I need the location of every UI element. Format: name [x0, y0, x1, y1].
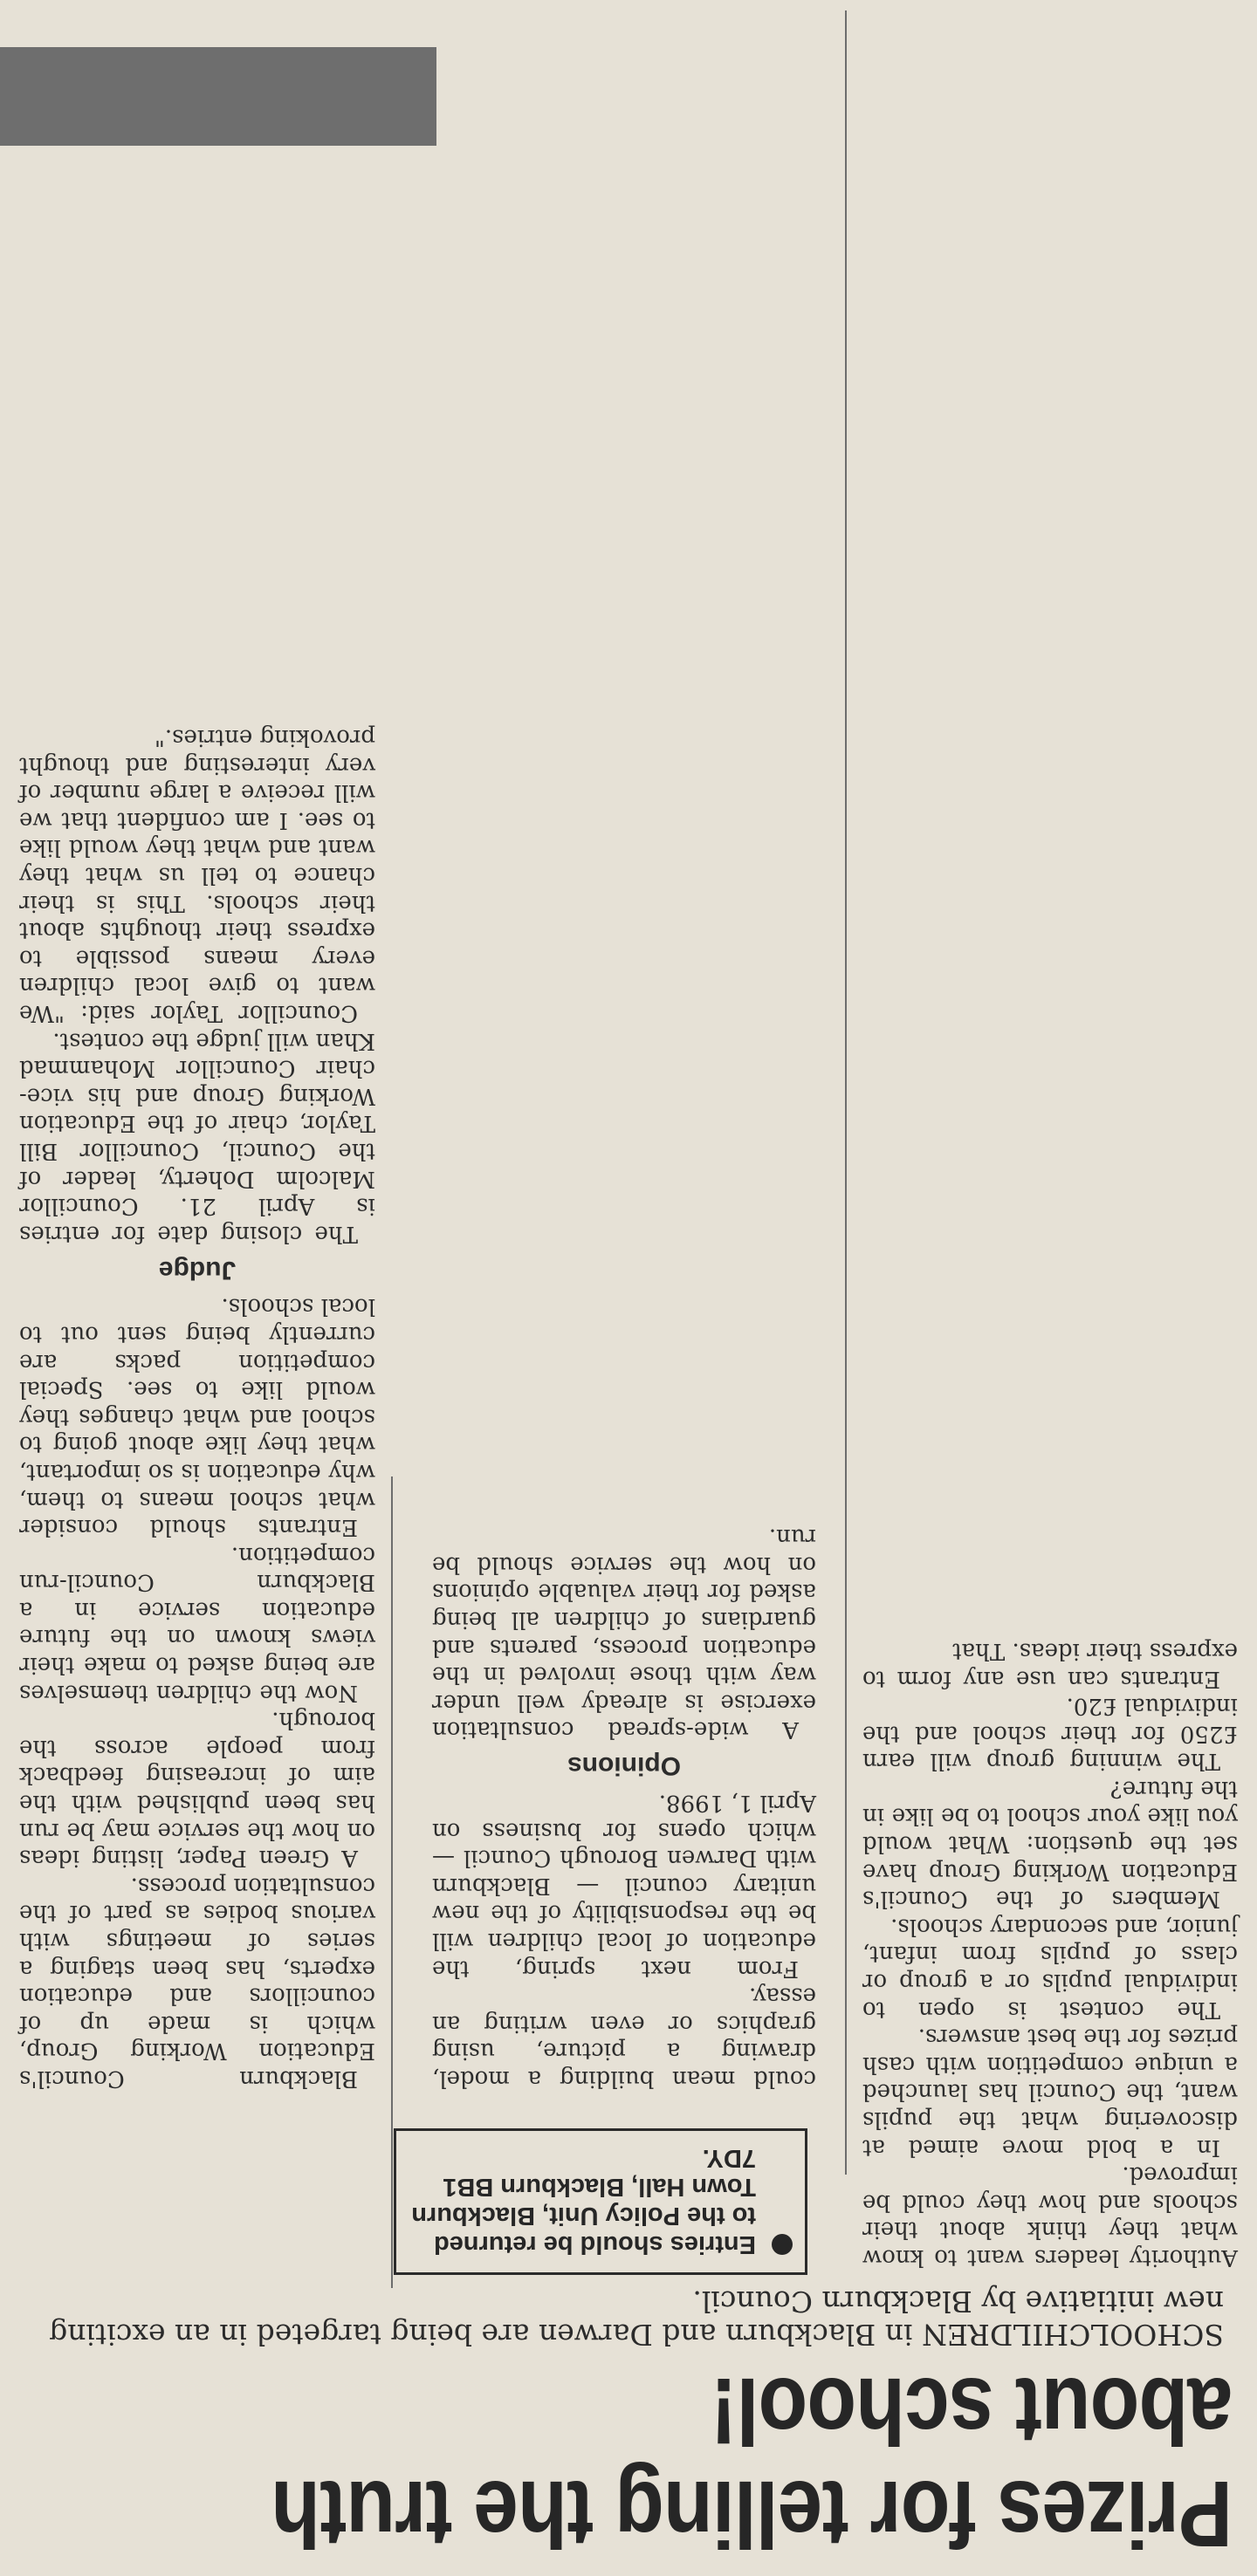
subheading: Opinions: [567, 1751, 681, 1781]
article-column-2: [432, 1523, 816, 2092]
article-column-3: [19, 723, 375, 2093]
standfirst: SCHOOLCHILDREN in Blackburn and Darwen are being targeted in an exciting new initiative by Blackburn Council.: [49, 2285, 1224, 2352]
paragraph: could mean building a model, drawing a picture, using graphics or even writing an essay.: [432, 1983, 816, 2092]
paragraph: Authority leaders want to know what they think about their schools and how they could be improved.: [862, 2162, 1238, 2271]
paragraph: From next spring, the education of local children will be the responsibility of the new unitary council — Blackburn with Darwen Borough Council — which opens for business on April 1, 1998.: [432, 1790, 816, 1982]
callout-text: Entries should be returned to the Policy Unit, Blackburn Town Hall, Blackburn BB1 7DY.: [411, 2144, 756, 2258]
paragraph: Councillor Taylor said: "We want to give local children every means possible to express their thoughts about their schools. This is their chance to tell us what they want and what they would like to see. I am confident that we will receive a large number of very interesting and thought provoking entries.": [19, 724, 375, 1027]
shaded-bar: [0, 47, 436, 146]
entries-callout-box: [394, 2128, 807, 2275]
paragraph: Entrants can use any form to express their ideas. That: [862, 1637, 1238, 1692]
subheading: Judge: [158, 1255, 237, 1285]
column-rule: [845, 10, 847, 2175]
paragraph: Blackburn Council's Education Working Group, which is made up of councillors and education experts, has been staging a series of meetings with various bodies as part of the consultation process.: [19, 1872, 375, 2092]
paragraph: A Green Paper, listing ideas on how the service may be run has been published with the aim of increasing feedback from people across the borough.: [19, 1707, 375, 1872]
bullet-icon: [772, 2234, 793, 2255]
paragraph: Members of the Council's Education Working Group have set the question: What would you like your school to be like in the future?: [862, 1775, 1238, 1913]
paragraph: The contest is open to individual pupils or a group or class of pupils from infant, junior, and secondary schools.: [862, 1913, 1238, 2023]
paragraph: In a bold move aimed at discovering what the pupils want, the Council has launched a unique competition with cash prizes for the best answers.: [862, 2024, 1238, 2161]
column-rule: [391, 1476, 393, 2288]
paragraph: The winning group will earn £250 for their school and the individual £20.: [862, 1693, 1238, 1775]
paragraph: A wide-spread consultation exercise is already well under way with those involved in the education process, parents and guardians of children all being asked for their valuable opinions on how the service should be run.: [432, 1524, 816, 1744]
article-column-1: [862, 1636, 1238, 2271]
paragraph: Entrants should consider what school means to them, why education is so important, what they like about going to school and what changes they would like to see. Special competition packs are currently being sent out to local schools.: [19, 1293, 375, 1541]
paragraph: Now the children themselves are being asked to make their views known on the future education service in a Blackburn Council-run competition.: [19, 1541, 375, 1706]
headline: Prizes for telling the truth about school!: [271, 2359, 1233, 2567]
paragraph: The closing date for entries is April 21. Councillor Malcolm Doherty, leader of the Council, Councillor Bill Taylor, chair of the Education Working Group and his vice-chair Councillor Mohammad Khan will judge the contest.: [19, 1027, 375, 1247]
